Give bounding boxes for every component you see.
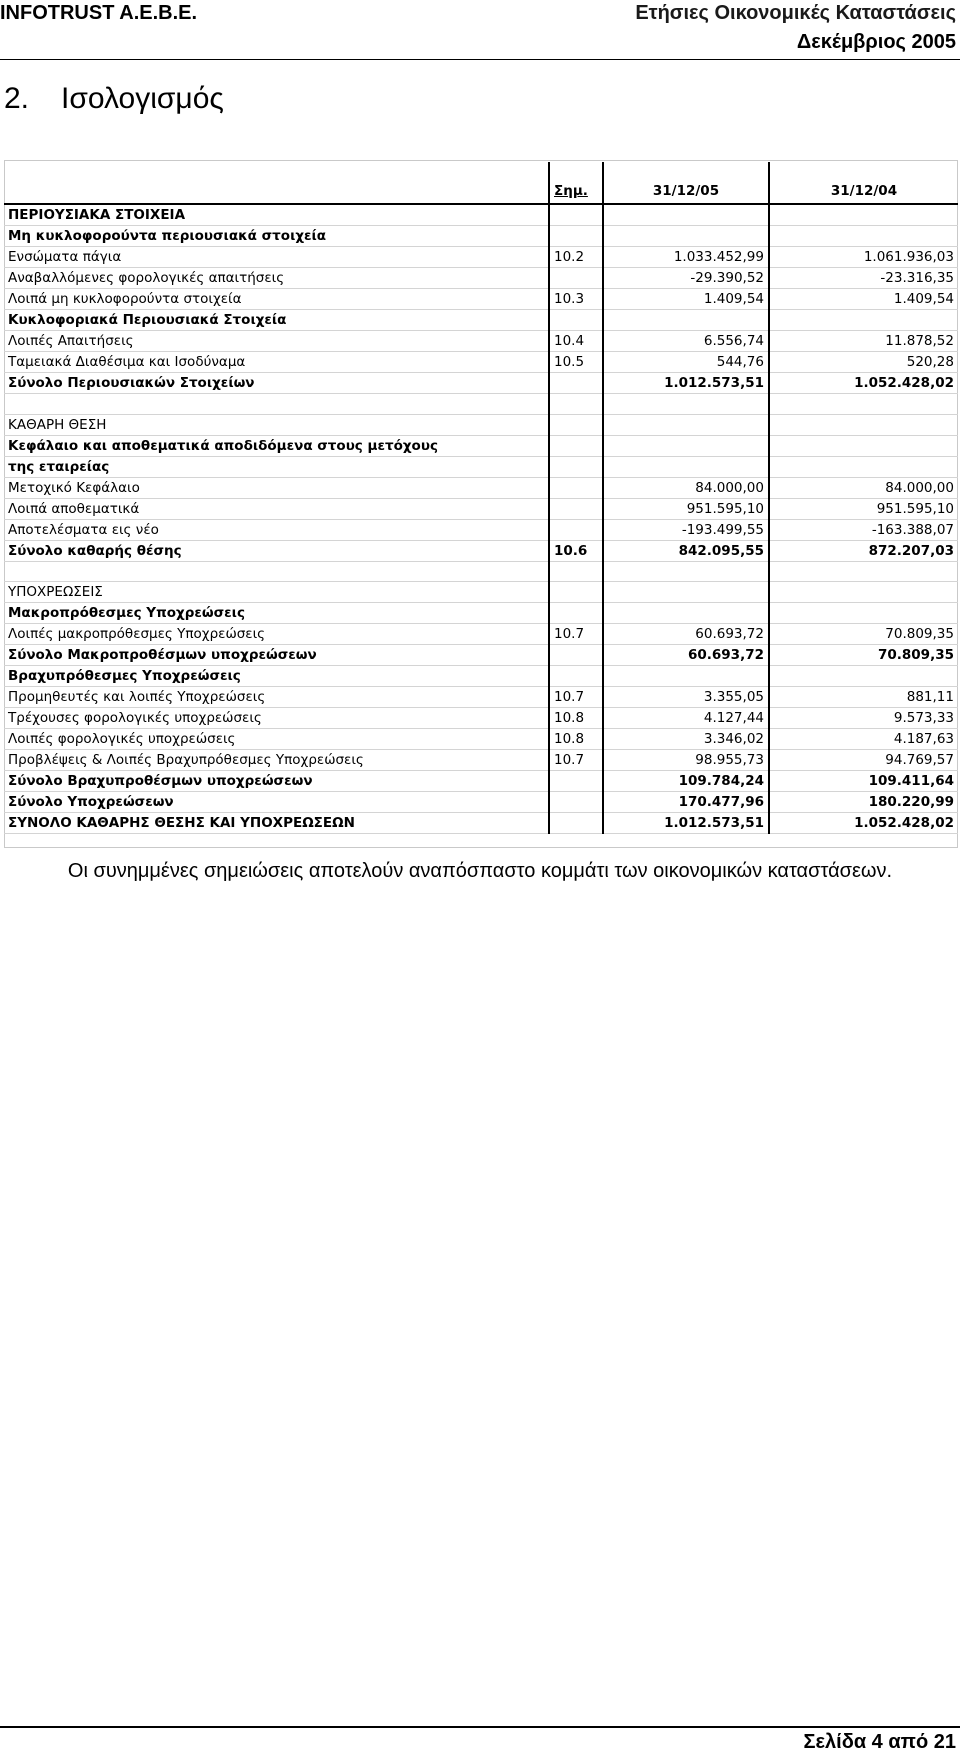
- row-label: Κυκλοφοριακά Περιουσιακά Στοιχεία: [4, 310, 549, 331]
- row-note: [549, 394, 603, 415]
- row-note: [549, 373, 603, 394]
- row-label: Λοιπές φορολογικές υποχρεώσεις: [4, 729, 549, 750]
- row-value-2004: 1.052.428,02: [769, 813, 958, 834]
- table-row: [4, 289, 958, 310]
- row-label: Σύνολο καθαρής θέσης: [4, 540, 549, 561]
- row-note: [549, 582, 603, 603]
- row-value-2005: 4.127,44: [603, 708, 769, 729]
- row-label: Σύνολο Βραχυπροθέσμων υποχρεώσεων: [4, 771, 549, 792]
- row-note: [549, 226, 603, 247]
- row-label: Ταμειακά Διαθέσιμα και Ισοδύναμα: [4, 352, 549, 373]
- table-row: [4, 708, 958, 729]
- table-row: [4, 331, 958, 352]
- row-label: Λοιπές Απαιτήσεις: [4, 331, 549, 352]
- table-row: [4, 435, 958, 456]
- row-value-2004: 881,11: [769, 687, 958, 708]
- row-note: 10.8: [549, 708, 603, 729]
- header-year-2004: 31/12/04: [769, 162, 958, 204]
- table-row: [4, 687, 958, 708]
- row-value-2005: 60.693,72: [603, 645, 769, 666]
- header-year-2005: 31/12/05: [603, 162, 769, 204]
- row-value-2004: 1.061.936,03: [769, 247, 958, 268]
- table-row: [4, 268, 958, 289]
- row-value-2004: [769, 582, 958, 603]
- header-divider: [0, 59, 960, 60]
- row-note: [549, 268, 603, 289]
- row-value-2005: -193.499,55: [603, 519, 769, 540]
- row-value-2005: [603, 456, 769, 477]
- row-label: Αποτελέσματα εις νέο: [4, 519, 549, 540]
- row-label: της εταιρείας: [4, 456, 549, 477]
- row-value-2004: [769, 603, 958, 624]
- footnote: Οι συνημμένες σημειώσεις αποτελούν αναπόσπαστο κομμάτι των οικονομικών καταστάσεων.: [67, 860, 893, 882]
- row-value-2005: [603, 666, 769, 687]
- row-label: Λοιπά μη κυκλοφορούντα στοιχεία: [4, 289, 549, 310]
- row-value-2005: [603, 582, 769, 603]
- table-row: [4, 456, 958, 477]
- row-value-2004: [769, 204, 958, 226]
- row-value-2005: 3.346,02: [603, 729, 769, 750]
- row-label: Αναβαλλόμενες φορολογικές απαιτήσεις: [4, 268, 549, 289]
- row-note: 10.4: [549, 331, 603, 352]
- table-row: [4, 645, 958, 666]
- row-value-2005: 544,76: [603, 352, 769, 373]
- row-value-2004: -23.316,35: [769, 268, 958, 289]
- row-note: [549, 498, 603, 519]
- row-label: Λοιπές μακροπρόθεσμες Υποχρεώσεις: [4, 624, 549, 645]
- row-note: [549, 477, 603, 498]
- row-label: ΣΥΝΟΛΟ ΚΑΘΑΡΗΣ ΘΕΣΗΣ ΚΑΙ ΥΠΟΧΡΕΩΣΕΩΝ: [4, 813, 549, 834]
- table-row: [4, 729, 958, 750]
- row-note: 10.8: [549, 729, 603, 750]
- row-label: Ενσώματα πάγια: [4, 247, 549, 268]
- row-note: [549, 813, 603, 834]
- row-value-2005: 951.595,10: [603, 498, 769, 519]
- row-value-2004: [769, 435, 958, 456]
- row-value-2004: [769, 414, 958, 435]
- row-value-2005: 3.355,05: [603, 687, 769, 708]
- row-value-2004: 520,28: [769, 352, 958, 373]
- row-value-2005: 1.033.452,99: [603, 247, 769, 268]
- row-label: Μετοχικό Κεφάλαιο: [4, 477, 549, 498]
- table-row: [4, 247, 958, 268]
- row-value-2005: [603, 414, 769, 435]
- row-note: 10.2: [549, 247, 603, 268]
- row-value-2005: [603, 226, 769, 247]
- row-value-2004: -163.388,07: [769, 519, 958, 540]
- row-note: 10.6: [549, 540, 603, 561]
- company-name: INFOTRUST A.E.B.E.: [0, 2, 198, 24]
- row-label: Σύνολο Περιουσιακών Στοιχείων: [4, 373, 549, 394]
- table-row: [4, 771, 958, 792]
- row-note: [549, 310, 603, 331]
- table-row: [4, 603, 958, 624]
- row-value-2004: 84.000,00: [769, 477, 958, 498]
- row-label: Βραχυπρόθεσμες Υποχρεώσεις: [4, 666, 549, 687]
- row-note: [549, 603, 603, 624]
- table-row: [4, 204, 958, 226]
- row-label: Μη κυκλοφορούντα περιουσιακά στοιχεία: [4, 226, 549, 247]
- balance-sheet-body: [4, 204, 958, 834]
- footer-divider: [0, 1726, 960, 1728]
- table-row: [4, 750, 958, 771]
- row-value-2004: [769, 561, 958, 582]
- row-label: ΚΑΘΑΡΗ ΘΕΣΗ: [4, 414, 549, 435]
- row-value-2005: [603, 394, 769, 415]
- table-row: [4, 498, 958, 519]
- header-description-cell: [4, 162, 549, 204]
- table-header-row: [4, 162, 958, 204]
- report-period: Δεκέμβριος 2005: [796, 31, 956, 53]
- table-row: [4, 582, 958, 603]
- report-title: Ετήσιες Οικονομικές Καταστάσεις: [635, 2, 956, 24]
- row-value-2005: 98.955,73: [603, 750, 769, 771]
- row-note: [549, 435, 603, 456]
- row-value-2005: 170.477,96: [603, 792, 769, 813]
- row-value-2005: [603, 603, 769, 624]
- row-label: [4, 561, 549, 582]
- row-value-2004: 109.411,64: [769, 771, 958, 792]
- table-row: [4, 624, 958, 645]
- row-value-2004: [769, 456, 958, 477]
- row-label: Σύνολο Υποχρεώσεων: [4, 792, 549, 813]
- row-value-2004: 1.052.428,02: [769, 373, 958, 394]
- row-note: 10.3: [549, 289, 603, 310]
- row-label: [4, 394, 549, 415]
- row-value-2005: [603, 310, 769, 331]
- header-note: Σημ.: [549, 162, 603, 204]
- row-value-2005: 6.556,74: [603, 331, 769, 352]
- row-note: 10.5: [549, 352, 603, 373]
- table-row: [4, 561, 958, 582]
- table-row: [4, 394, 958, 415]
- row-label: Προβλέψεις & Λοιπές Βραχυπρόθεσμες Υποχρεώσεις: [4, 750, 549, 771]
- row-note: [549, 645, 603, 666]
- row-note: 10.7: [549, 687, 603, 708]
- row-value-2004: 4.187,63: [769, 729, 958, 750]
- row-note: [549, 204, 603, 226]
- table-row: [4, 226, 958, 247]
- row-value-2005: 1.409,54: [603, 289, 769, 310]
- row-value-2004: 70.809,35: [769, 645, 958, 666]
- row-value-2005: 84.000,00: [603, 477, 769, 498]
- table-row: [4, 666, 958, 687]
- row-value-2005: [603, 204, 769, 226]
- row-note: [549, 456, 603, 477]
- section-title: Ισολογισμός: [61, 82, 224, 115]
- row-value-2004: 94.769,57: [769, 750, 958, 771]
- row-note: [549, 414, 603, 435]
- row-value-2004: 70.809,35: [769, 624, 958, 645]
- row-value-2004: 872.207,03: [769, 540, 958, 561]
- table-row: [4, 352, 958, 373]
- row-note: [549, 666, 603, 687]
- row-value-2005: 1.012.573,51: [603, 813, 769, 834]
- row-value-2005: 60.693,72: [603, 624, 769, 645]
- row-value-2004: 9.573,33: [769, 708, 958, 729]
- row-value-2004: [769, 226, 958, 247]
- table-row: [4, 373, 958, 394]
- row-label: Λοιπά αποθεματικά: [4, 498, 549, 519]
- row-note: 10.7: [549, 750, 603, 771]
- section-heading: [4, 82, 224, 116]
- table-row: [4, 477, 958, 498]
- balance-sheet-table: [4, 162, 958, 834]
- row-label: Μακροπρόθεσμες Υποχρεώσεις: [4, 603, 549, 624]
- row-value-2004: [769, 394, 958, 415]
- row-value-2005: -29.390,52: [603, 268, 769, 289]
- row-value-2005: 1.012.573,51: [603, 373, 769, 394]
- row-value-2004: 11.878,52: [769, 331, 958, 352]
- row-value-2004: [769, 310, 958, 331]
- section-number: 2.: [4, 82, 30, 115]
- table-row: [4, 540, 958, 561]
- row-value-2004: 1.409,54: [769, 289, 958, 310]
- row-value-2004: 180.220,99: [769, 792, 958, 813]
- row-note: [549, 519, 603, 540]
- row-value-2005: [603, 561, 769, 582]
- row-value-2005: 109.784,24: [603, 771, 769, 792]
- row-label: Προμηθευτές και λοιπές Υποχρεώσεις: [4, 687, 549, 708]
- table-row: [4, 813, 958, 834]
- table-row: [4, 310, 958, 331]
- row-value-2004: [769, 666, 958, 687]
- row-label: Κεφάλαιο και αποθεματικά αποδιδόμενα στους μετόχους: [4, 435, 549, 456]
- row-value-2005: [603, 435, 769, 456]
- row-label: Σύνολο Μακροπροθέσμων υποχρεώσεων: [4, 645, 549, 666]
- row-note: [549, 561, 603, 582]
- page-number: Σελίδα 4 από 21: [803, 1731, 956, 1753]
- table-row: [4, 519, 958, 540]
- row-label: ΥΠΟΧΡΕΩΣΕΙΣ: [4, 582, 549, 603]
- row-note: [549, 792, 603, 813]
- table-row: [4, 792, 958, 813]
- table-row: [4, 414, 958, 435]
- row-note: 10.7: [549, 624, 603, 645]
- row-label: ΠΕΡΙΟΥΣΙΑΚΑ ΣΤΟΙΧΕΙΑ: [4, 204, 549, 226]
- row-value-2005: 842.095,55: [603, 540, 769, 561]
- row-label: Τρέχουσες φορολογικές υποχρεώσεις: [4, 708, 549, 729]
- row-value-2004: 951.595,10: [769, 498, 958, 519]
- row-note: [549, 771, 603, 792]
